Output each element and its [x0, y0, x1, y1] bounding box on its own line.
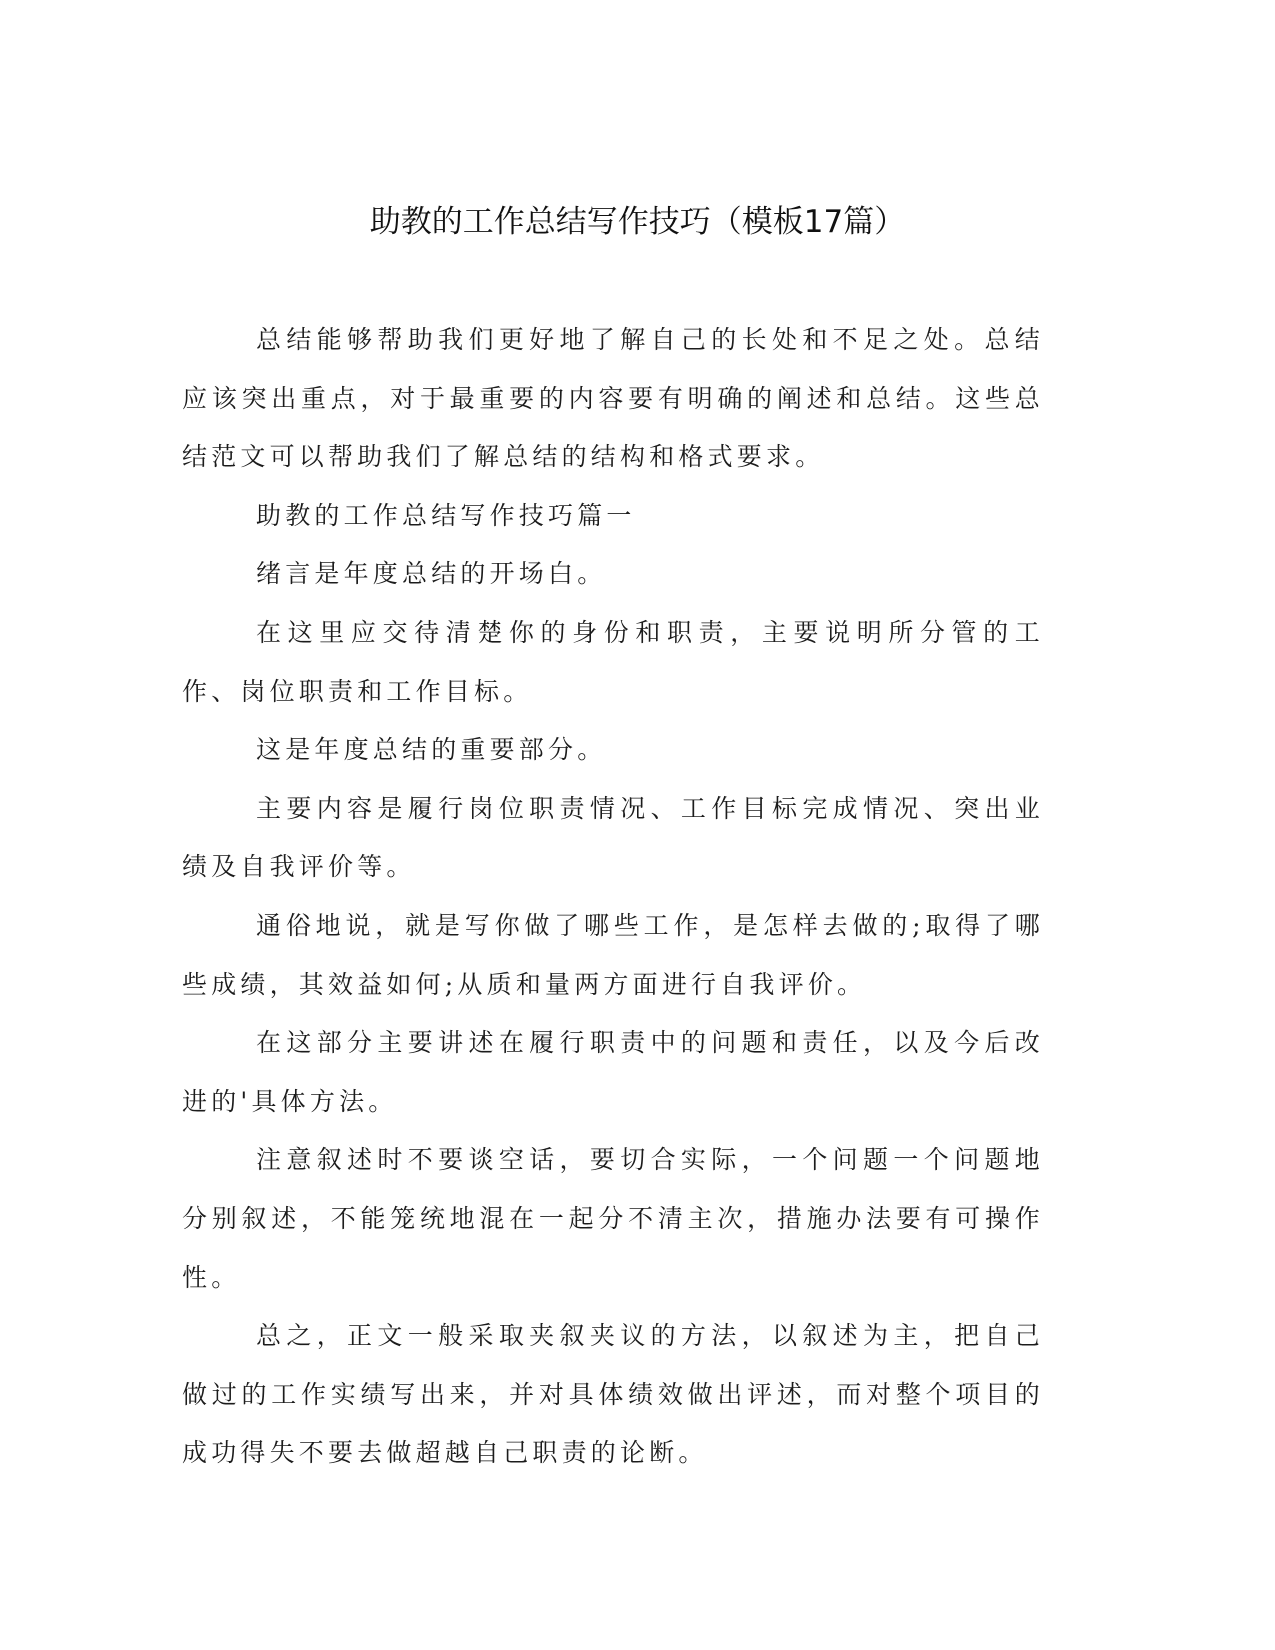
document-body [182, 311, 1044, 1483]
paragraph: 主要内容是履行岗位职责情况、工作目标完成情况、突出业绩及自我评价等。 [182, 793, 1044, 882]
paragraph: 通俗地说，就是写你做了哪些工作，是怎样去做的;取得了哪些成绩，其效益如何;从质和量两方面进行自我评价。 [182, 910, 1044, 999]
paragraph: 总之，正文一般采取夹叙夹议的方法，以叙述为主，把自己做过的工作实绩写出来，并对具体绩效做出评述，而对整个项目的成功得失不要去做超越自己职责的论断。 [182, 1321, 1044, 1468]
document-title: 助教的工作总结写作技巧（模板17篇） [369, 204, 906, 240]
paragraph-intro: 总结能够帮助我们更好地了解自己的长处和不足之处。总结应该突出重点，对于最重要的内容要有明确的阐述和总结。这些总结范文可以帮助我们了解总结的结构和格式要求。 [182, 325, 1044, 472]
paragraph: 在这里应交待清楚你的身份和职责，主要说明所分管的工作、岗位职责和工作目标。 [182, 617, 1044, 706]
paragraph: 绪言是年度总结的开场白。 [256, 559, 607, 589]
paragraph: 注意叙述时不要谈空话，要切合实际，一个问题一个问题地分别叙述，不能笼统地混在一起分不清主次，措施办法要有可操作性。 [182, 1145, 1044, 1292]
paragraph: 这是年度总结的重要部分。 [256, 735, 607, 765]
paragraph: 在这部分主要讲述在履行职责中的问题和责任，以及今后改进的'具体方法。 [182, 1028, 1044, 1116]
section-heading: 助教的工作总结写作技巧篇一 [256, 500, 636, 530]
